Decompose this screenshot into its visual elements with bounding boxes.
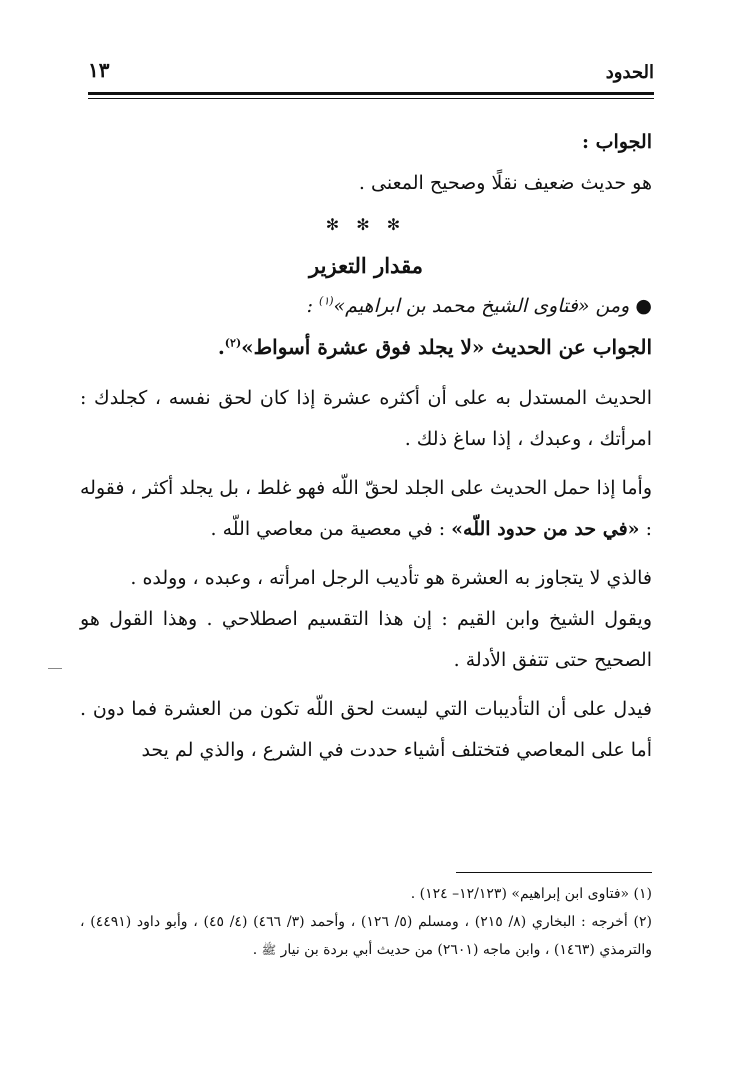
paragraph-2 (80, 468, 652, 550)
margin-mark (48, 668, 62, 669)
footnote-2-end: . (252, 942, 258, 958)
footnote-rule (456, 872, 652, 873)
honorific-seal: ﷺ (261, 943, 277, 957)
paragraph-2-text: وأما إذا حمل الحديث على الجلد لحقّ اللّه فهو غلط ، بل يجلد أكثر ، فقوله : (80, 477, 652, 540)
footnote-ref-1[interactable]: (١) (319, 294, 334, 308)
header-rule-thick (88, 92, 654, 95)
paragraph-2-quote: «في حد من حدود اللّه» (451, 518, 640, 540)
section-title: مقدار التعزير (309, 253, 423, 278)
paragraph-1: الحديث المستدل به على أن أكثره عشرة إذا كان لحق نفسه ، كجلدك : امرأتك ، وعبدك ، إذا ساغ ذلك . (80, 387, 652, 450)
bullet-marker: ● (635, 295, 652, 317)
answer-text: هو حديث ضعيف نقلًا وصحيح المعنى . (358, 172, 652, 194)
paragraph-2-end: : في معصية من معاصي اللّه . (210, 518, 446, 540)
body-text (80, 122, 652, 771)
hadith-heading-text: الجواب عن الحديث «لا يجلد فوق عشرة أسواط» (241, 335, 652, 359)
footnote-1: (١) «فتاوى ابن إبراهيم» (١٢/١٢٣– ١٢٤) . (410, 886, 652, 902)
fatwa-source-text: ومن «فتاوى الشيخ محمد بن ابراهيم» (333, 295, 630, 317)
answer-label: الجواب : (582, 131, 652, 153)
paragraph-3: فالذي لا يتجاوز به العشرة هو تأديب الرجل امرأته ، وعبده ، وولده . (130, 567, 652, 589)
page-number: ١٣ (88, 58, 110, 82)
paragraph-5: فيدل على أن التأديبات التي ليست لحق اللّه تكون من العشرة فما دون . أما على المعاصي فتختلف أشياء حددت في الشرع ، والذي لم يحد (80, 698, 652, 761)
fatwa-source-line (80, 286, 652, 327)
running-header-title: الحدود (605, 62, 654, 83)
footnotes (80, 880, 652, 964)
footnote-ref-2[interactable]: (٢) (224, 336, 242, 350)
footnote-2 (80, 908, 652, 964)
hadith-heading-end: . (217, 335, 225, 359)
section-separator: ✻ ✻ ✻ (325, 215, 407, 234)
footnote-2-text: (٢) أخرجه : البخاري (٨/ ٢١٥) ، ومسلم (٥/ ١٢٦) ، وأحمد (٣/ ٤٦٦) (٤/ ٤٥) ، وأبو داود (٤٤٩١) ، والترمذي (١٤٦٣) ، وابن ماجه (٢٦٠١) من حديث أبي بردة بن نيار (80, 914, 652, 958)
fatwa-source-colon: : (306, 295, 313, 317)
hadith-heading (80, 327, 652, 368)
header-rule-thin (88, 98, 654, 99)
paragraph-4: ويقول الشيخ وابن القيم : إن هذا التقسيم اصطلاحي . وهذا القول هو الصحيح حتى تتفق الأدلة . (80, 608, 652, 671)
